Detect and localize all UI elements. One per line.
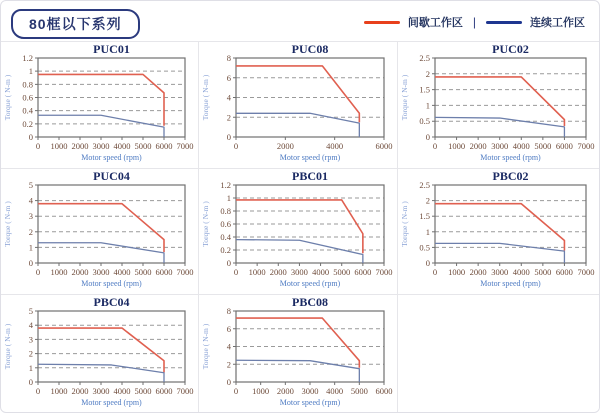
- y-axis-label: Torque ( N-m ): [201, 323, 210, 370]
- y-tick-label: 1: [28, 242, 33, 253]
- y-tick-label: 0.4: [22, 105, 33, 116]
- x-tick-label: 6000: [375, 141, 393, 151]
- x-axis-label: Motor speed (rpm): [480, 153, 541, 162]
- y-tick-label: 1: [226, 193, 231, 203]
- intermittent-zone-curve: [38, 204, 164, 252]
- continuous-zone-curve: [236, 113, 359, 137]
- y-tick-label: 1.5: [419, 84, 430, 95]
- y-tick-label: 6: [226, 72, 231, 83]
- plot-box: [435, 58, 586, 137]
- chart-title: PBC08: [292, 295, 328, 309]
- x-tick-label: 0: [35, 141, 41, 151]
- x-tick-label: 5000: [534, 141, 552, 151]
- chart-cell: [1, 295, 199, 413]
- y-tick-label: 2.5: [419, 180, 430, 190]
- x-axis-label: Motor speed (rpm): [81, 279, 142, 288]
- y-tick-label: 0.5: [419, 242, 430, 253]
- x-axis-label: Motor speed (rpm): [279, 398, 341, 407]
- y-tick-label: 3: [28, 334, 33, 345]
- y-tick-label: 0.2: [220, 245, 231, 255]
- y-axis-label: Torque ( N-m ): [3, 201, 12, 247]
- y-tick-label: 2: [425, 195, 430, 206]
- y-tick-label: 5: [28, 306, 33, 316]
- x-tick-label: 0: [432, 141, 438, 151]
- chart-cell: [199, 169, 398, 295]
- x-tick-label: 4000: [512, 267, 530, 277]
- y-axis-label: Torque ( N-m ): [3, 323, 12, 370]
- x-tick-label: 6000: [375, 386, 393, 396]
- x-tick-label: 0: [233, 386, 239, 396]
- x-tick-label: 2000: [71, 267, 89, 277]
- y-tick-label: 0.5: [419, 116, 430, 127]
- y-tick-label: 1: [28, 66, 33, 77]
- x-tick-label: 0: [432, 267, 438, 277]
- x-tick-label: 0: [233, 141, 239, 151]
- x-tick-label: 6000: [354, 267, 372, 277]
- chart-pbc02: [398, 169, 599, 294]
- chart-cell: [1, 169, 199, 295]
- continuous-zone-curve: [38, 364, 164, 382]
- y-axis-label: Torque ( N-m ): [201, 74, 210, 121]
- continuous-zone-label: 连续工作区: [530, 17, 585, 29]
- y-tick-label: 4: [226, 341, 231, 352]
- x-tick-label: 5000: [134, 141, 152, 151]
- chart-title: PUC08: [291, 42, 329, 56]
- x-tick-label: 2000: [276, 386, 294, 396]
- x-tick-label: 6000: [155, 141, 173, 151]
- chart-title: PBC02: [492, 169, 529, 183]
- x-axis-label: Motor speed (rpm): [81, 398, 142, 407]
- plot-box: [38, 185, 185, 263]
- y-tick-label: 0: [425, 258, 430, 268]
- x-tick-label: 1000: [50, 141, 68, 151]
- y-tick-label: 4: [226, 92, 231, 103]
- y-tick-label: 1: [425, 100, 430, 111]
- x-tick-label: 7000: [176, 267, 194, 277]
- x-tick-label: 6000: [155, 267, 173, 277]
- y-tick-label: 2: [28, 226, 33, 237]
- x-tick-label: 3000: [290, 267, 308, 277]
- x-tick-label: 1000: [448, 267, 466, 277]
- legend: [364, 14, 585, 30]
- x-tick-label: 3000: [92, 267, 110, 277]
- continuous-zone-line-icon: [486, 21, 522, 24]
- header: [1, 1, 599, 41]
- chart-pbc08: [199, 295, 397, 413]
- y-tick-label: 0: [425, 132, 430, 142]
- x-axis-label: Motor speed (rpm): [279, 153, 341, 162]
- y-tick-label: 0.4: [220, 232, 231, 242]
- chart-title: PUC04: [93, 169, 130, 183]
- y-tick-label: 2: [425, 68, 430, 79]
- x-tick-label: 0: [35, 386, 41, 396]
- y-tick-label: 1.2: [220, 180, 231, 190]
- y-tick-label: 2.5: [419, 53, 430, 63]
- x-tick-label: 2000: [71, 386, 89, 396]
- chart-cell: [1, 42, 199, 169]
- y-tick-label: 4: [28, 195, 33, 206]
- x-tick-label: 5000: [134, 267, 152, 277]
- legend-separator: |: [472, 15, 476, 29]
- x-tick-label: 1000: [50, 267, 68, 277]
- x-tick-label: 2000: [469, 267, 487, 277]
- x-tick-label: 4000: [113, 141, 131, 151]
- x-tick-label: 2000: [276, 141, 294, 151]
- y-tick-label: 5: [28, 180, 33, 190]
- x-tick-label: 6000: [155, 386, 173, 396]
- empty-cell: [398, 295, 599, 413]
- chart-cell: [398, 42, 599, 169]
- x-tick-label: 4000: [113, 386, 131, 396]
- x-axis-label: Motor speed (rpm): [480, 279, 541, 288]
- chart-title: PUC01: [93, 42, 130, 56]
- y-tick-label: 1.2: [22, 53, 33, 63]
- intermittent-zone-curve: [236, 200, 363, 253]
- chart-title: PUC02: [492, 42, 529, 56]
- continuous-zone-curve: [435, 117, 564, 137]
- y-tick-label: 0.8: [22, 79, 33, 90]
- intermittent-zone-label: 间歇工作区: [407, 17, 463, 29]
- series-badge: 80框以下系列: [11, 9, 140, 39]
- x-tick-label: 1000: [50, 386, 68, 396]
- y-tick-label: 0.6: [220, 219, 231, 229]
- y-tick-label: 2: [28, 348, 33, 359]
- y-tick-label: 1: [425, 226, 430, 237]
- x-tick-label: 5000: [534, 267, 552, 277]
- continuous-zone-curve: [38, 115, 164, 137]
- y-tick-label: 8: [226, 53, 231, 63]
- chart-cell: [199, 295, 398, 413]
- x-tick-label: 3000: [301, 386, 319, 396]
- y-axis-label: Torque ( N-m ): [3, 74, 12, 121]
- x-tick-label: 5000: [134, 386, 152, 396]
- x-tick-label: 5000: [333, 267, 351, 277]
- x-tick-label: 3000: [92, 141, 110, 151]
- x-tick-label: 7000: [375, 267, 393, 277]
- y-tick-label: 3: [28, 211, 33, 222]
- x-tick-label: 4000: [326, 141, 344, 151]
- y-tick-label: 0: [28, 132, 33, 142]
- y-tick-label: 0.6: [22, 92, 33, 103]
- intermittent-zone-line-icon: [364, 21, 400, 24]
- chart-puc04: [1, 169, 198, 294]
- x-tick-label: 3000: [491, 267, 509, 277]
- x-tick-label: 2000: [469, 141, 487, 151]
- y-tick-label: 0: [226, 258, 231, 268]
- y-tick-label: 4: [28, 320, 33, 331]
- y-tick-label: 0: [226, 132, 231, 142]
- y-tick-label: 0.2: [22, 118, 33, 129]
- x-tick-label: 0: [35, 267, 41, 277]
- x-tick-label: 4000: [113, 267, 131, 277]
- x-tick-label: 7000: [577, 141, 595, 151]
- chart-pbc04: [1, 295, 198, 413]
- x-tick-label: 6000: [555, 267, 573, 277]
- chart-cell: [199, 42, 398, 169]
- y-tick-label: 2: [226, 112, 231, 123]
- continuous-zone-curve: [236, 240, 363, 263]
- intermittent-zone-curve: [38, 74, 164, 125]
- y-tick-label: 2: [226, 359, 231, 370]
- y-tick-label: 0: [226, 377, 231, 387]
- x-tick-label: 3000: [491, 141, 509, 151]
- x-axis-label: Motor speed (rpm): [279, 279, 341, 288]
- y-axis-label: Torque ( N-m ): [400, 201, 409, 247]
- y-tick-label: 1: [28, 362, 33, 373]
- y-tick-label: 1.5: [419, 211, 430, 222]
- chart-puc01: [1, 42, 198, 168]
- y-tick-label: 6: [226, 323, 231, 334]
- x-tick-label: 7000: [176, 386, 194, 396]
- chart-grid: [1, 41, 599, 413]
- x-tick-label: 6000: [555, 141, 573, 151]
- continuous-zone-curve: [435, 243, 564, 263]
- x-tick-label: 1000: [248, 267, 266, 277]
- intermittent-zone-curve: [38, 328, 164, 372]
- continuous-zone-curve: [38, 243, 164, 263]
- x-tick-label: 7000: [577, 267, 595, 277]
- x-tick-label: 4000: [312, 267, 330, 277]
- x-tick-label: 3000: [92, 386, 110, 396]
- continuous-zone-curve: [236, 360, 359, 382]
- x-tick-label: 2000: [269, 267, 287, 277]
- x-tick-label: 1000: [448, 141, 466, 151]
- x-tick-label: 7000: [176, 141, 194, 151]
- plot-box: [38, 311, 185, 382]
- y-tick-label: 8: [226, 306, 231, 316]
- chart-title: PBC04: [93, 295, 130, 309]
- x-tick-label: 4000: [512, 141, 530, 151]
- chart-pbc01: [199, 169, 397, 294]
- y-tick-label: 0: [28, 258, 33, 268]
- x-tick-label: 1000: [252, 386, 270, 396]
- x-axis-label: Motor speed (rpm): [81, 153, 142, 162]
- x-tick-label: 4000: [326, 386, 344, 396]
- x-tick-label: 5000: [350, 386, 368, 396]
- y-axis-label: Torque ( N-m ): [201, 201, 210, 247]
- chart-puc02: [398, 42, 599, 168]
- chart-title: PBC01: [292, 169, 328, 183]
- chart-cell: [398, 169, 599, 295]
- x-tick-label: 2000: [71, 141, 89, 151]
- y-tick-label: 0.8: [220, 206, 231, 216]
- chart-puc08: [199, 42, 397, 168]
- y-axis-label: Torque ( N-m ): [400, 74, 409, 121]
- x-tick-label: 0: [233, 267, 239, 277]
- y-tick-label: 0: [28, 377, 33, 387]
